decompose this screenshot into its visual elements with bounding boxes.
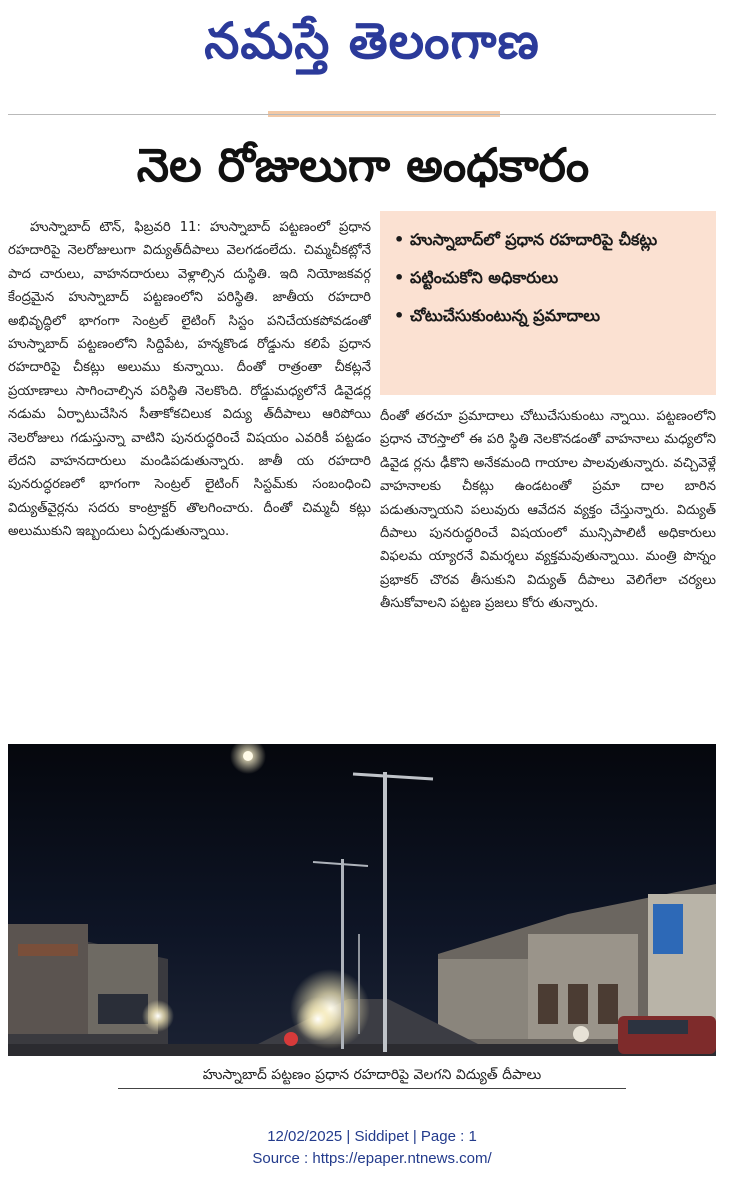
right-column-text: దీంతో తరచూ ప్రమాదాలు చోటుచేసుకుంటు న్నాయి. పట్టణంలోని ప్రధాన చౌరస్తాలో ఈ పరి స్థితి నెలకొనడంతో వాహనాలు మధ్యలోని డివైడ ర్లను ఢీకొని అనేకమంది గాయాల పాలవుతున్నారు. వచ్చివెళ్లే వాహనాలకు చీకట్లు ఉండటంతో ప్రమా దాల బారిన పడుతున్నాయని పలువురు ఆవేదన వ్యక్తం చేస్తున్నారు. విద్యుత్ దీపాలు పునరుద్ధరించే విషయంలో మున్సిపాలిటీ అధికారులు విఫలమ య్యారనే విమర్శలు వ్యక్తమవుతున్నాయి. మంత్రి పొన్నం ప్రభాకర్ చొరవ తీసుకుని విద్యుత్ దీపాలు వెలిగేలా చర్యలు తీసుకోవాలని పట్టణ ప్రజలు కోరు తున్నారు. (380, 409, 716, 612)
bullet-icon: • (394, 306, 405, 325)
night-street-photo (8, 744, 716, 1056)
article-body-right-column (380, 405, 716, 735)
highlight-text: పట్టించుకోని అధికారులు (410, 268, 559, 287)
highlight-text: చోటుచేసుకుంటున్న ప్రమాదాలు (410, 306, 601, 325)
article-headline: నెల రోజులుగా అంధకారం (136, 138, 590, 192)
street-photo-illustration (8, 744, 716, 1056)
bullet-icon: • (394, 268, 405, 287)
highlight-item (394, 265, 706, 291)
footer-source-link[interactable]: Source : https://epaper.ntnews.com/ (252, 1150, 492, 1167)
masthead-divider (8, 114, 716, 115)
bullet-icon: • (394, 230, 405, 249)
highlights-box (380, 211, 716, 395)
highlight-item (394, 227, 706, 253)
newspaper-masthead: నమస్తే తెలంగాణ (204, 12, 540, 70)
highlight-item (394, 303, 706, 329)
highlight-text: హుస్నాబాద్‌లో ప్రధాన రహదారిపై చీకట్లు (410, 230, 658, 249)
left-column-text: హుస్నాబాద్ టౌన్, ఫిబ్రవరి 11: హుస్నాబాద్ పట్టణంలో ప్రధాన రహదారిపై నెలరోజులుగా విద్యుత్‌దీపాలు వెలగడంలేదు. చిమ్మచీకట్లోనే పాద చారులు, వాహనదారులు వెళ్లాల్సిన దుస్థితి. ఇది నియోజకవర్గ కేంద్రమైన హుస్నాబాద్ పట్టణంలోని పరిస్థితి. జాతీయ రహదారి అభివృద్ధిలో భాగంగా సెంట్రల్ లైటింగ్ సిస్టం పనిచేయకపోవడంతో హుస్నాబాద్ పట్టణంలోని సిద్దిపేట, హన్మకొండ రోడ్డును కలిపే ప్రధాన రహదారిపై చీకట్లు అలుము కున్నాయి. దీంతో రాత్రంతా చీకట్లనే ప్రయాణాలు సాగించాల్సిన పరిస్థితి నెలకొంది. రోడ్డుమధ్యలోనే డివైడర్ల నడుమ ఏర్పాటుచేసిన సీతాకోకచిలుక విద్యు త్‌దీపాలు ఆరిపోయి నెలరోజులు గడుస్తున్నా వాటిని పునరుద్ధరించే విషయం ఎవరికీ పట్టడం లేదని వాహనదారులు మండిపడుతున్నారు. జాతీ య రహదారి పునరుద్ధరణలో భాగంగా సెంట్రల్ లైటింగ్ సిస్టమ్‌కు సంబంధించి విద్యుత్‌వైర్లను సదరు కాంట్రాక్టర్ తొలగించారు. దీంతో చిమ్మచీ కట్లు అలుముకుని ఇబ్బందులు ఏర్పడుతున్నాయి. (8, 220, 371, 540)
footer-meta: 12/02/2025 | Siddipet | Page : 1 (267, 1128, 477, 1145)
article-body-left-column (8, 216, 371, 716)
photo-caption: హుస్నాబాద్ పట్టణం ప్రధాన రహదారిపై వెలగని విద్యుత్ దీపాలు (118, 1062, 626, 1089)
